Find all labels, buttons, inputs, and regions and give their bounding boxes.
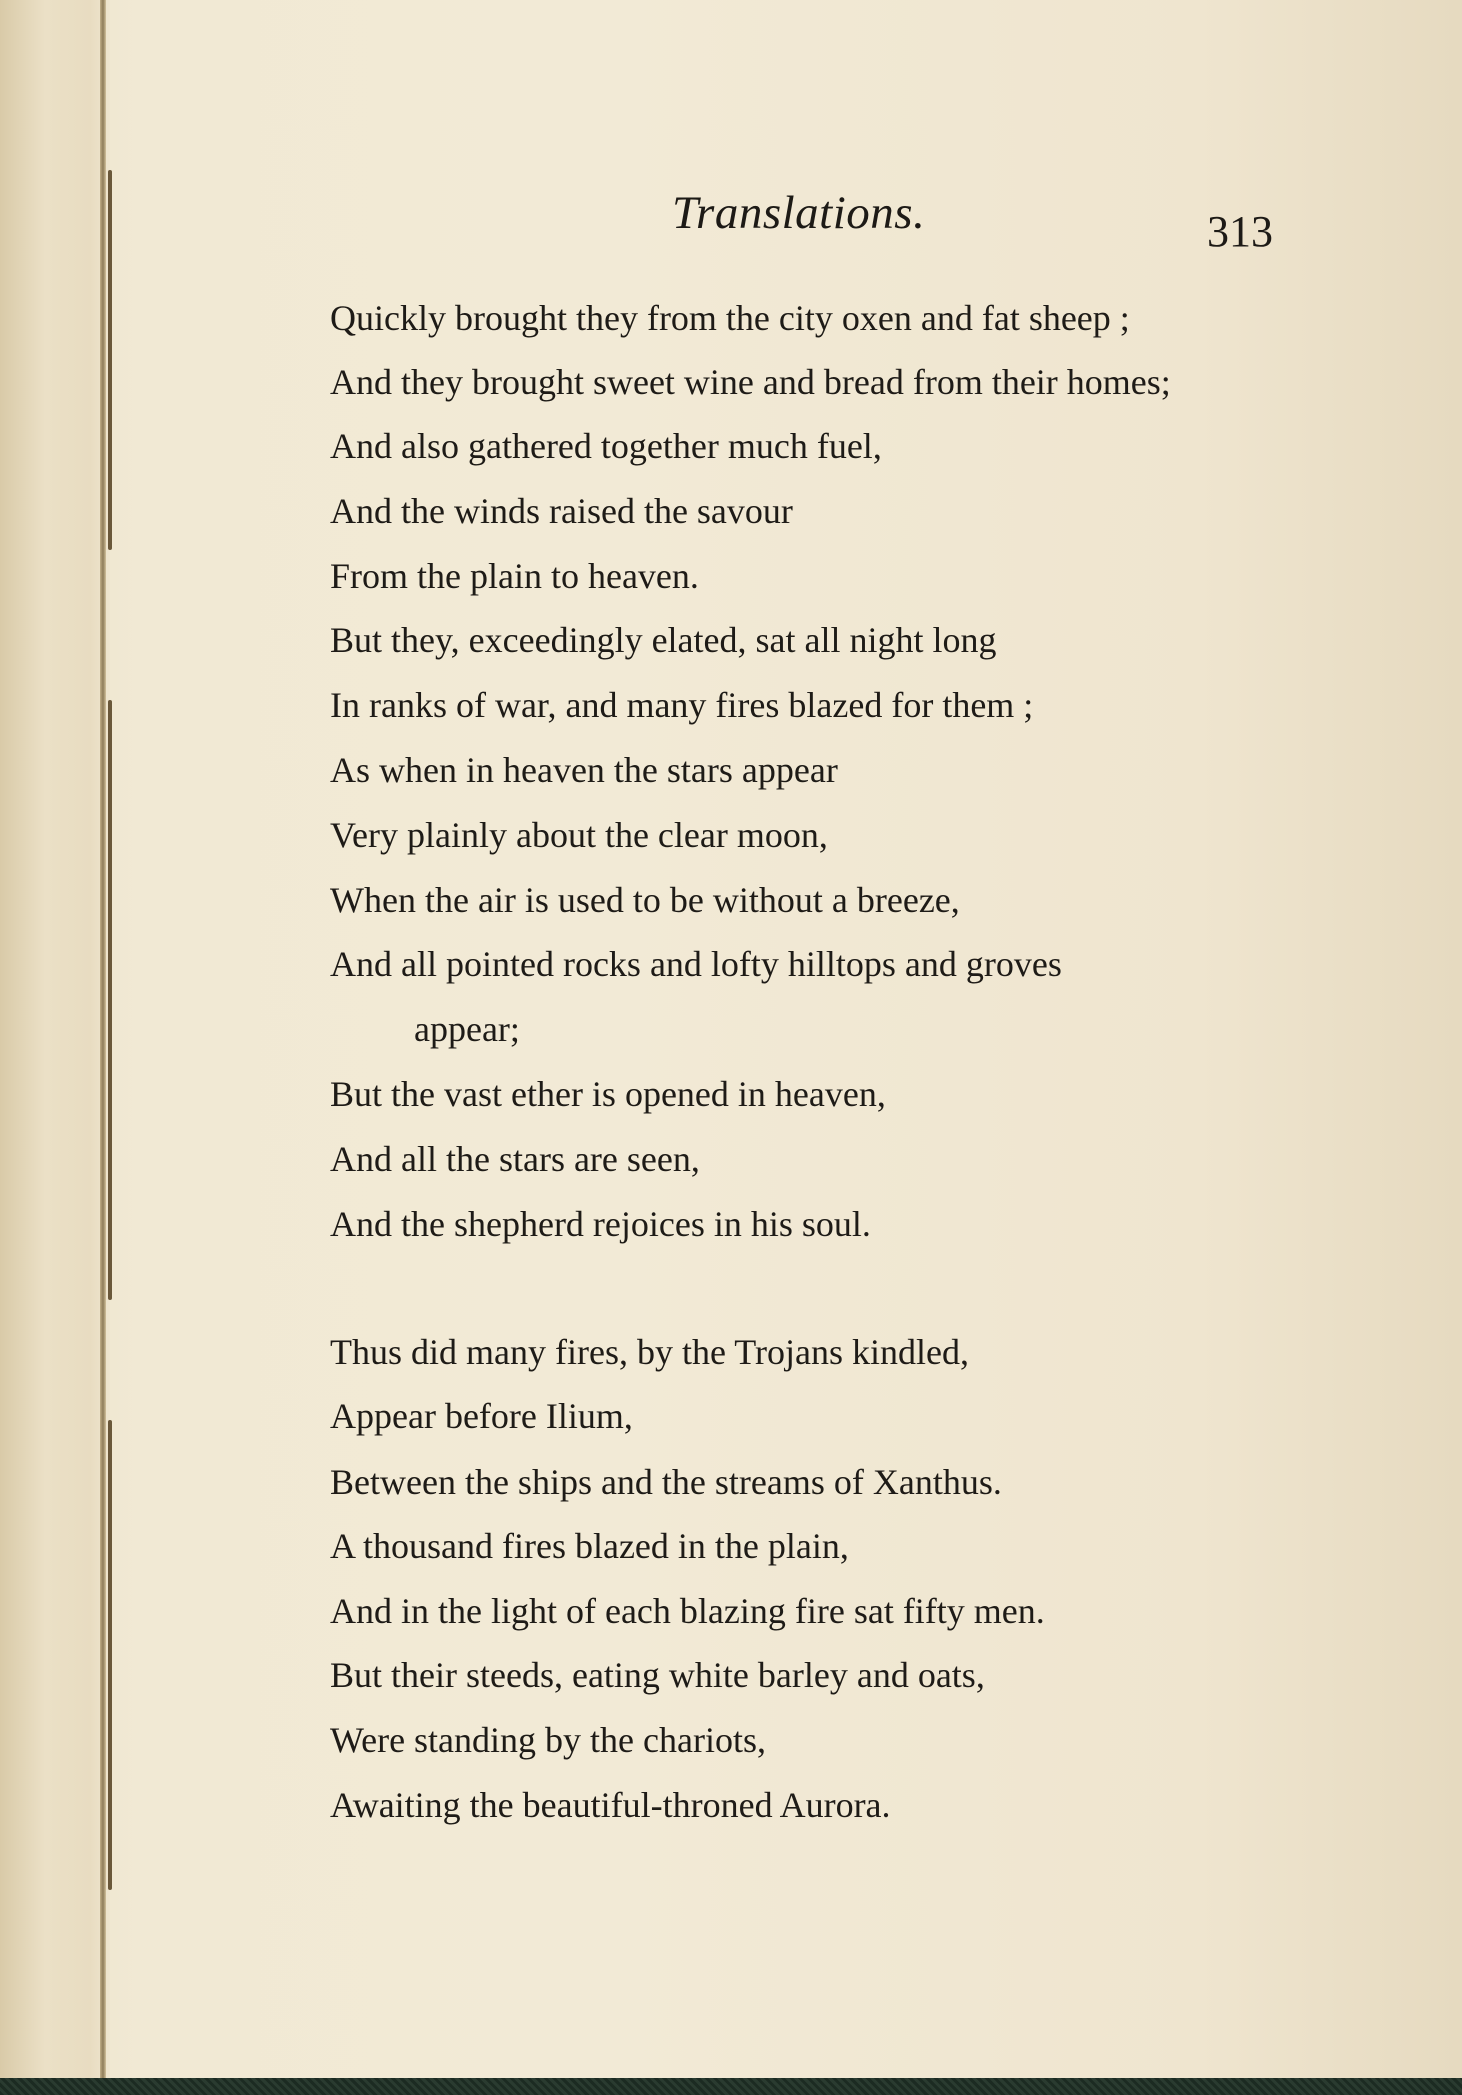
poem-line: But they, exceedingly elated, sat all night long [330,620,997,660]
poem-line: But the vast ether is opened in heaven, [330,1074,886,1114]
poem-line: But their steeds, eating white barley and oats, [330,1655,985,1695]
poem-line-continuation: appear; [414,1009,520,1049]
poem-line: Thus did many fires, by the Trojans kindled, [330,1332,969,1372]
poem-line: And the shepherd rejoices in his soul. [330,1204,871,1244]
binding-thread [108,700,112,1300]
poem-line: And they brought sweet wine and bread from their homes; [330,362,1171,402]
poem-line: When the air is used to be without a breeze, [330,880,960,920]
poem-line: In ranks of war, and many fires blazed for them ; [330,685,1034,725]
poem-line: And in the light of each blazing fire sat fifty men. [330,1591,1045,1631]
page-number: 313 [1207,207,1273,256]
poem-line: Were standing by the chariots, [330,1720,766,1760]
poem-line: A thousand fires blazed in the plain, [330,1526,849,1566]
poem-line: And all pointed rocks and lofty hilltops and groves [330,944,1062,984]
page-bottom-edge [0,2078,1462,2095]
poem-line: Between the ships and the streams of Xanthus. [330,1462,1002,1502]
poem-line: Very plainly about the clear moon, [330,815,828,855]
poem-line: Quickly brought they from the city oxen and fat sheep ; [330,298,1130,338]
poem-line: As when in heaven the stars appear [330,750,838,790]
poem-line: And all the stars are seen, [330,1139,700,1179]
poem-line: Awaiting the beautiful-throned Aurora. [330,1785,891,1825]
poem-line: Appear before Ilium, [330,1396,633,1436]
poem-line: And also gathered together much fuel, [330,426,882,466]
running-title: Translations. [672,187,926,239]
poem-line: From the plain to heaven. [330,556,699,596]
binding-thread [108,1420,112,1890]
poem-line: And the winds raised the savour [330,491,793,531]
binding-edge [100,0,106,2080]
page-gutter [0,0,110,2080]
binding-thread [108,170,112,550]
